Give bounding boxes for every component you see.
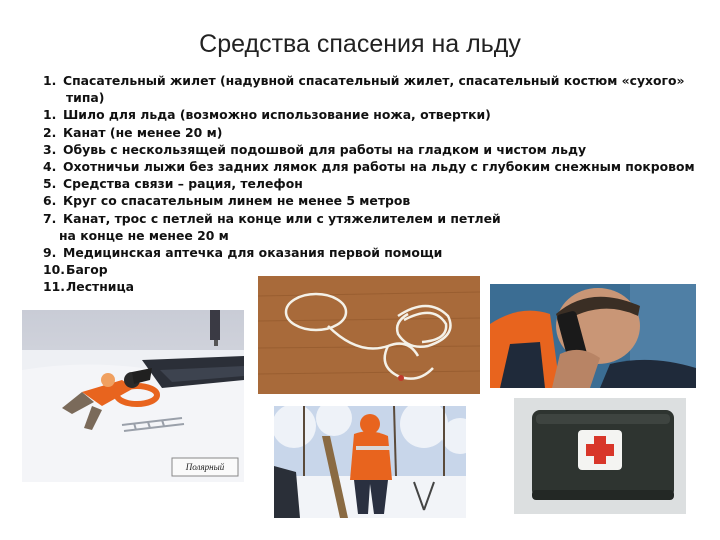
- list-item-number: 6.: [43, 193, 57, 209]
- list-item-number: 9.: [43, 245, 57, 261]
- rope-photo: [258, 276, 480, 394]
- list-item-text-continued: типа): [66, 90, 105, 106]
- list-item: [43, 124, 703, 141]
- equipment-list: [43, 72, 703, 296]
- skis-rescuer-photo: [274, 406, 466, 518]
- list-item: [43, 158, 703, 175]
- list-item-number: 7.: [43, 210, 57, 226]
- list-item-continuation: [43, 227, 703, 244]
- list-item-number: 2.: [43, 124, 57, 140]
- list-item-number: 4.: [43, 159, 57, 175]
- list-item-continuation: [43, 89, 703, 106]
- list-item: [43, 210, 703, 227]
- slide-title: Средства спасения на льду: [199, 30, 521, 58]
- list-item-text: Канат, трос с петлей на конце или с утяжелителем и петлей: [63, 210, 501, 226]
- list-item-text: Лестница: [66, 279, 135, 295]
- list-item-text: Багор: [66, 262, 108, 278]
- list-item-text: Охотничьи лыжи без задних лямок для работы на льду с глубоким снежным покровом: [63, 159, 695, 175]
- list-item: [43, 192, 703, 209]
- list-item-number: 1.: [43, 73, 57, 88]
- radio-photo: [490, 284, 696, 388]
- list-item-text: Средства связи – рация, телефон: [63, 176, 303, 192]
- list-item: [43, 175, 703, 192]
- first-aid-kit-photo: [514, 398, 686, 514]
- list-item-number: 3.: [43, 141, 57, 157]
- list-item: [43, 106, 703, 123]
- list-item-text: Медицинская аптечка для оказания первой помощи: [63, 245, 443, 261]
- list-item-number: 11.: [43, 279, 65, 295]
- list-item-number: 1.: [43, 107, 57, 123]
- list-item-text: Обувь с нескользящей подошвой для работы на гладком и чистом льду: [63, 141, 587, 157]
- list-item-text-continued: на конце не менее 20 м: [59, 227, 229, 243]
- list-item: [43, 72, 703, 89]
- list-item-number: 10.: [43, 262, 65, 278]
- list-item-text: Шило для льда (возможно использование ножа, отвертки): [63, 107, 491, 123]
- list-item-number: 5.: [43, 176, 57, 192]
- ice-rescue-photo: [22, 310, 244, 482]
- list-item-text: Спасательный жилет (надувной спасательный жилет, спасательный костюм «сухого»: [63, 73, 685, 88]
- list-item-text: Круг со спасательным линем не менее 5 метров: [63, 193, 411, 209]
- list-item-text: Канат (не менее 20 м): [63, 124, 223, 140]
- list-item: [43, 141, 703, 158]
- photo-watermark: Полярный: [185, 462, 225, 472]
- list-item: [43, 244, 703, 261]
